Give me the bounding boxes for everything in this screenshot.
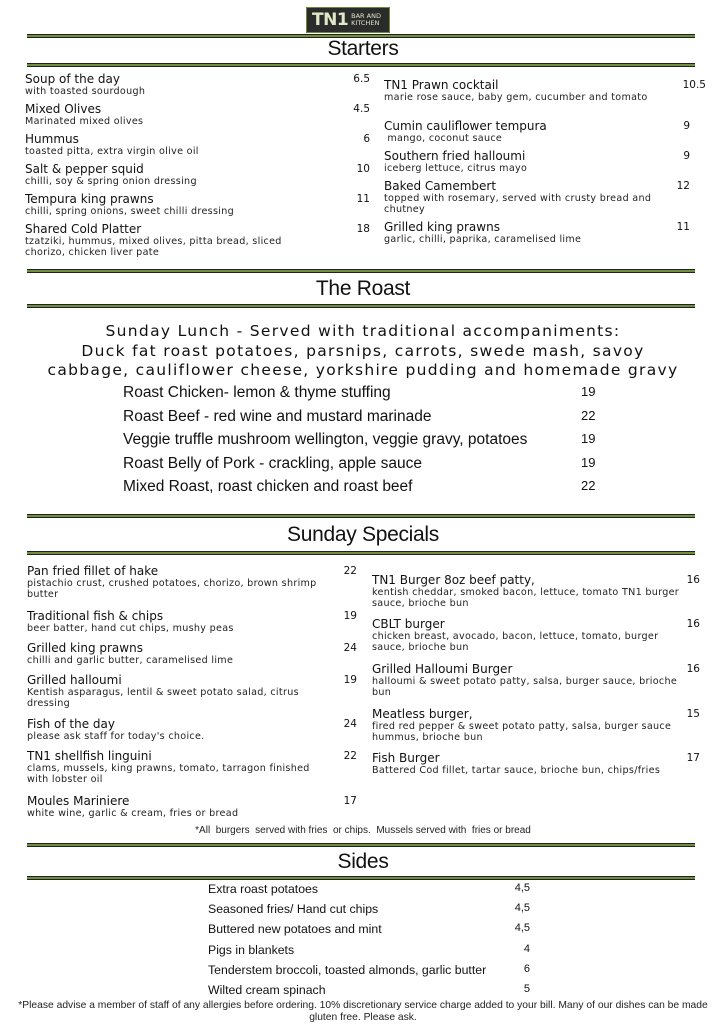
divider — [27, 876, 695, 880]
item-description: chicken breast, avocado, bacon, lettuce, tomato, burger sauce, brioche bun — [372, 631, 659, 653]
item-name: Roast Beef - red wine and mustard marinade — [123, 407, 432, 425]
item-price: 16 — [686, 663, 700, 675]
allergy-footer: *Please advise a member of staff of any allergies before ordering. 10% discretionary service charge added to your bill. Many of our dishes can be made gluten free. Please ask. — [18, 1000, 708, 1023]
item-name: Cumin cauliflower tempura — [384, 119, 547, 133]
menu-item — [25, 72, 370, 102]
item-price: 12 — [676, 180, 690, 192]
menu-item — [384, 78, 706, 119]
item-name: Pigs in blankets — [208, 942, 295, 957]
logo-subtext: BAR AND KITCHEN — [351, 12, 381, 27]
starters-right-column — [384, 78, 706, 250]
item-name: Grilled king prawns — [384, 220, 500, 234]
menu-item — [27, 609, 357, 641]
item-name: Tenderstem broccoli, toasted almonds, garlic butter — [208, 962, 487, 977]
menu-item — [25, 132, 370, 162]
item-price: 4,5 — [514, 922, 530, 935]
item-name: Pan fried fillet of hake — [27, 564, 159, 578]
item-name: Mixed Olives — [25, 102, 102, 116]
menu-item — [25, 162, 370, 192]
item-price: 18 — [356, 223, 370, 235]
restaurant-logo — [306, 7, 390, 33]
item-price: 19 — [581, 454, 596, 470]
item-price: 24 — [343, 642, 357, 654]
item-price: 16 — [686, 574, 700, 586]
item-description: garlic, chilli, paprika, caramelised lime — [384, 234, 582, 245]
item-name: Grilled Halloumi Burger — [372, 662, 513, 676]
item-description: fired red pepper & sweet potato patty, salsa, burger sauce hummus, brioche bun — [372, 721, 672, 743]
item-name: TN1 Burger 8oz beef patty, — [372, 573, 535, 587]
item-name: Buttered new potatoes and mint — [208, 922, 382, 937]
item-name: Wilted cream spinach — [208, 982, 326, 997]
item-name: Moules Mariniere — [27, 794, 130, 808]
menu-item — [25, 222, 370, 262]
item-name: Baked Camembert — [384, 179, 497, 193]
item-description: chilli and garlic butter, caramelised lime — [27, 655, 234, 666]
item-name: Grilled halloumi — [27, 673, 122, 687]
roast-item — [123, 431, 603, 455]
menu-item — [27, 641, 357, 673]
item-description: iceberg lettuce, citrus mayo — [384, 163, 528, 174]
item-description: pistachio crust, crushed potatoes, chorizo, brown shrimp butter — [27, 578, 317, 600]
item-description: Kentish asparagus, lentil & sweet potato salad, citrus dressing — [27, 687, 299, 709]
divider — [27, 304, 695, 308]
section-title-sides: Sides — [337, 850, 389, 873]
item-price: 16 — [686, 618, 700, 630]
menu-item — [384, 149, 706, 179]
item-description: mango, coconut sauce — [384, 133, 503, 144]
item-description: please ask staff for today's choice. — [27, 731, 205, 742]
item-price: 11 — [356, 193, 370, 205]
item-name: Tempura king prawns — [25, 192, 154, 206]
specials-right-column — [372, 573, 700, 795]
item-price: 19 — [343, 674, 357, 686]
menu-item — [27, 717, 357, 749]
roast-item — [123, 408, 603, 432]
menu-item — [25, 102, 370, 132]
item-price: 22 — [343, 750, 357, 762]
item-name: CBLT burger — [372, 617, 445, 631]
specials-note: *All burgers served with fries or chips. Mussels served with fries or bread — [195, 825, 531, 836]
item-price: 22 — [581, 478, 596, 493]
item-price: 15 — [686, 708, 700, 720]
item-price: 6 — [363, 133, 370, 145]
side-item — [208, 963, 530, 983]
sides-list — [208, 882, 530, 1003]
item-name: TN1 Prawn cocktail — [384, 78, 499, 92]
roast-intro: Sunday Lunch - Served with traditional accompaniments: Duck fat roast potatoes, parsnips, carrots, swede mash, savoy cabbage, cauliflower cheese, yorkshire pudding and homemade gravy — [47, 322, 679, 379]
item-price: 10.5 — [682, 79, 706, 91]
divider — [27, 269, 695, 273]
item-name: TN1 shellfish linguini — [27, 749, 152, 763]
divider — [27, 551, 695, 555]
side-item — [208, 882, 530, 902]
item-name: Meatless burger, — [372, 707, 473, 721]
item-name: Seasoned fries/ Hand cut chips — [208, 902, 379, 917]
item-name: Roast Belly of Pork - crackling, apple sauce — [123, 454, 422, 472]
item-price: 22 — [343, 565, 357, 577]
item-description: chilli, soy & spring onion dressing — [25, 176, 197, 187]
menu-item — [27, 749, 357, 794]
item-price: 19 — [581, 431, 596, 446]
item-name: Salt & pepper squid — [25, 162, 144, 176]
item-price: 22 — [581, 407, 596, 423]
item-name: Shared Cold Platter — [25, 222, 142, 236]
roast-item — [123, 455, 603, 479]
menu-item — [384, 119, 706, 149]
item-name: Southern fried halloumi — [384, 149, 526, 163]
menu-item — [25, 192, 370, 222]
menu-item — [372, 573, 700, 617]
side-item — [208, 922, 530, 942]
item-price: 19 — [343, 610, 357, 622]
item-description: beer batter, hand cut chips, mushy peas — [27, 623, 234, 634]
divider — [27, 63, 695, 67]
section-title-starters: Starters — [327, 37, 399, 60]
item-price: 24 — [343, 718, 357, 730]
item-description: toasted pitta, extra virgin olive oil — [25, 146, 199, 157]
item-description: halloumi & sweet potato patty, salsa, burger sauce, brioche bun — [372, 676, 678, 698]
side-item — [208, 943, 530, 963]
roast-item — [123, 478, 603, 502]
item-name: Veggie truffle mushroom wellington, veggie gravy, potatoes — [123, 431, 528, 448]
item-description: Marinated mixed olives — [25, 116, 144, 127]
item-description: kentish cheddar, smoked bacon, lettuce, tomato TN1 burger sauce, brioche bun — [372, 587, 680, 609]
section-title-roast: The Roast — [315, 277, 411, 300]
menu-item — [372, 751, 700, 795]
item-price: 10 — [356, 163, 370, 175]
menu-item — [27, 794, 357, 824]
divider — [27, 843, 695, 847]
item-name: Extra roast potatoes — [208, 882, 319, 896]
item-price: 6 — [523, 962, 530, 975]
item-price: 4,5 — [514, 902, 530, 915]
item-name: Mixed Roast, roast chicken and roast beef — [123, 478, 413, 495]
menu-item — [372, 707, 700, 751]
item-description: tzatziki, hummus, mixed olives, pitta bread, sliced chorizo, chicken liver pate — [25, 236, 282, 258]
item-price: 9 — [683, 120, 690, 132]
item-name: Traditional fish & chips — [27, 609, 164, 623]
menu-item — [27, 564, 357, 609]
logo-text: TN1 — [312, 10, 349, 30]
item-description: white wine, garlic & cream, fries or bread — [27, 808, 239, 819]
item-description: chilli, spring onions, sweet chilli dressing — [25, 206, 234, 217]
menu-item — [384, 179, 706, 220]
side-item — [208, 902, 530, 922]
menu-item — [372, 617, 700, 662]
item-price: 9 — [683, 150, 690, 162]
item-description: marie rose sauce, baby gem, cucumber and tomato — [384, 92, 648, 103]
menu-item — [384, 220, 706, 250]
item-price: 6.5 — [353, 73, 370, 85]
roast-list — [123, 384, 603, 502]
item-price: 4,5 — [514, 882, 530, 894]
item-description: Battered Cod fillet, tartar sauce, brioche bun, chips/fries — [372, 765, 661, 776]
item-description: topped with rosemary, served with crusty bread and chutney — [384, 193, 652, 215]
item-price: 17 — [686, 752, 700, 764]
item-price: 19 — [581, 384, 596, 399]
item-name: Fish of the day — [27, 717, 115, 731]
menu-item — [372, 662, 700, 707]
item-name: Fish Burger — [372, 751, 440, 765]
divider — [27, 514, 695, 518]
item-name: Soup of the day — [25, 72, 120, 86]
item-price: 4.5 — [353, 103, 370, 115]
item-description: with toasted sourdough — [25, 86, 146, 97]
item-price: 11 — [676, 221, 690, 233]
item-price: 17 — [343, 795, 357, 807]
section-title-specials: Sunday Specials — [287, 523, 439, 546]
specials-left-column — [27, 564, 357, 824]
menu-item — [27, 673, 357, 717]
item-name: Roast Chicken- lemon & thyme stuffing — [123, 384, 391, 401]
item-name: Hummus — [25, 132, 79, 146]
roast-item — [123, 384, 603, 408]
item-price: 5 — [523, 982, 530, 995]
item-name: Grilled king prawns — [27, 641, 143, 655]
starters-left-column — [25, 72, 370, 262]
item-description: clams, mussels, king prawns, tomato, tarragon finished with lobster oil — [27, 763, 310, 785]
item-price: 4 — [523, 942, 530, 955]
